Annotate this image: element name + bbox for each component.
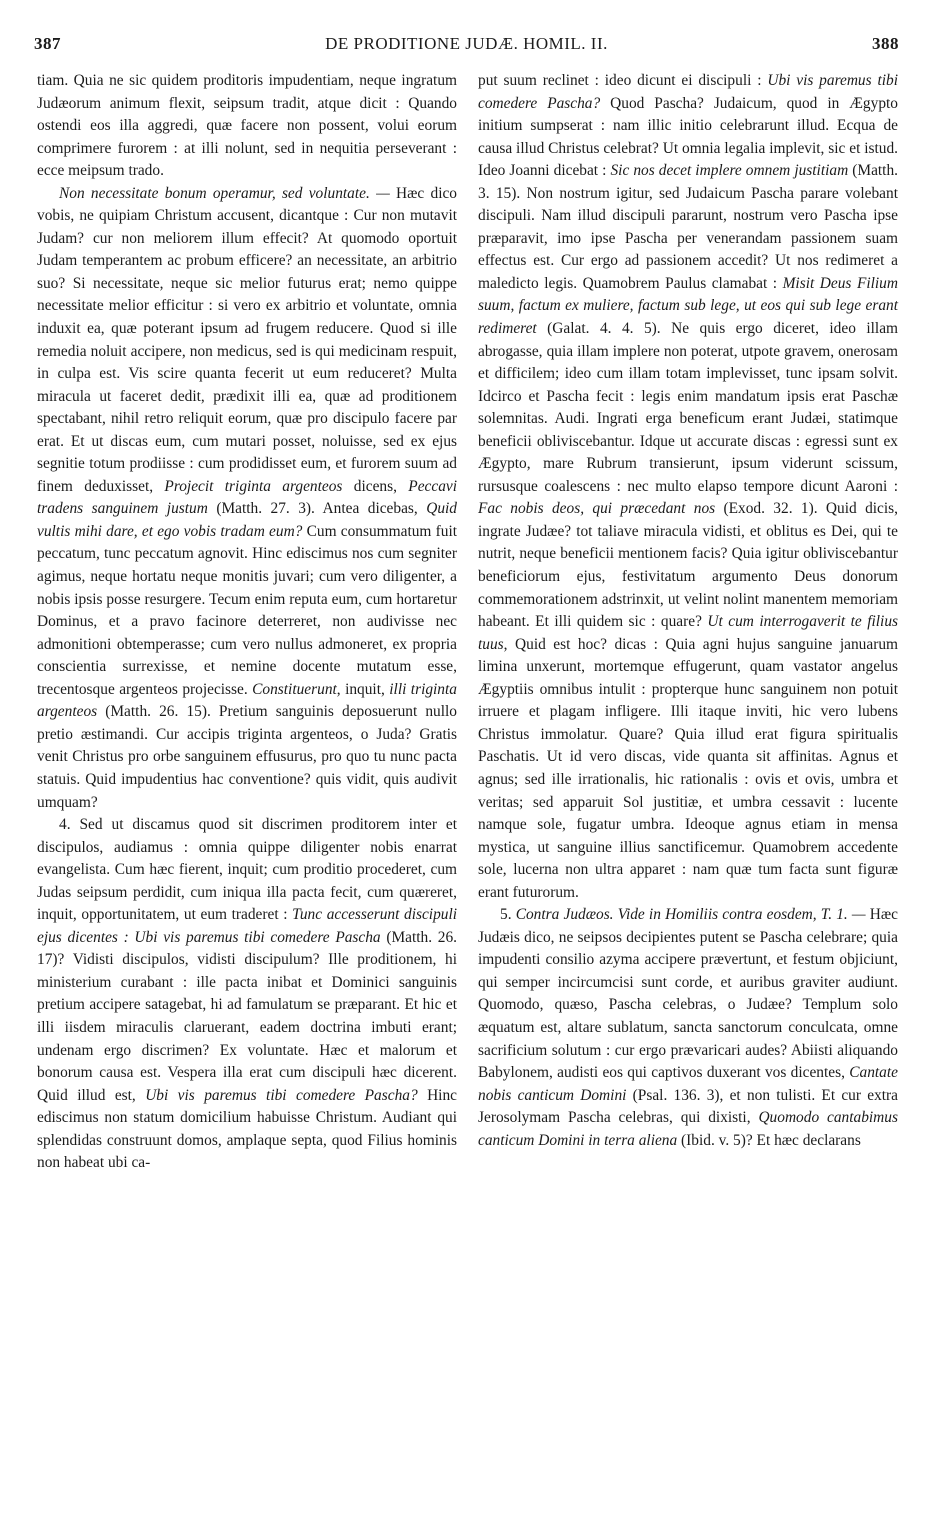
paragraph-2: Non necessitate bonum operamur, sed voluntate. — Hæc dico vobis, ne quipiam Christum accusent, dicantque : Cur non mutavit Judam? cur non meliorem illum effecit? At quomodo oportuit Judam temperantem ac probum efficere? an necessitate, an arbitrio suo? Si necessitate, neque sic melior futurus erat; nemo quippe necessitate melior efficitur : si vero ex arbitrio et voluntate, omnia induxit ea, quæ poterant ipsum ad frugem reducere. Quod si ille remedia noluit accipere, non medicus, sed is qui medicinam respuit, in culpa est. Vis scire quanta fecerit ut eum reduceret? Multa miracula ut faceret dedit, prædixit illi ea, quæ ad proditionem spectabant, nihil retro reliquit eorum, quæ pro discipulo facere par erat. Et ut discas eum, cum mutari posset, noluisse, sed ex ejus segnitie totum prodiisse : cum prodidisset eum, et furorem suum ad finem deduxisset, Projecit triginta argenteos dicens, Peccavi tradens sanguinem justum (Matth. 27. 3). Antea dicebas, Quid vultis mihi dare, et ego vobis tradam eum? Cum consummatum fuit peccatum, tunc peccatum agnovit. Hinc ediscimus nos cum segniter agimus, neque hortatu neque monitis juvari; cum vero diligenter, a nobis ipsis posse resurgere. Tecum enim reputa eum, cum hortaretur Dominus, et a pravo facinore deterreret, non audivisse nec admonitioni obtemperasse; cum vero nullus admoneret, ex propria conscientia surrexisse, et nemine docente mutatum esse, trecentosque argenteos projecisse. Constituerunt, inquit, illi triginta argenteos (Matth. 26. 15). Pretium sanguinis deposuerunt nullo pretio æstimandi. Cur accipis triginta argenteos, o Juda? Gratis venit Christus pro orbe sanguinem effusurus, pro quo tu nunc pacta statuis. Quid impudentius hac conventione? quis vidit, quis audivit umquam? — [37, 184, 458, 811]
paragraph-1: tiam. Quia ne sic quidem proditoris impudentiam, neque ingratum Judæorum animum flexit, seipsum tradit, atque dicit : Quando ostendi eos illa aggredi, quæ facere non possent, volui eorum comprimere furorem : at illi nolunt, sed in nequitia perseverant : ecce meipsum trado. — [37, 72, 457, 180]
paragraph-3: 4. Sed ut discamus quod sit discrimen proditorem inter et discipulos, audiamus : omnia quippe diligenter nobis enarrat evangelista. Cum hæc fierent, inquit; cum proditio procederet, cum Judas seipsum perdidit, cum iniqua illa pacta fecit, cum quæreret, inquit, opportunitatem, ut eum traderet : Tunc accesserunt discipuli ejus dicentes : Ubi vis paremus tibi comedere Pascha (Matth. 26. 17)? Vidisti discipulos, vidisti discipulum? Ille proditionem, hi ministerium curabant : ille pacta inibat et Dominici sanguinis pretium accipere satagebat, hi ad famulatum se præparant. Et hic et illi iisdem miraculis claruerant, eadem doctrina imbuti erant; undenam ergo discrimen? Ex voluntate. Hæc et malorum et bonorum causa est. Vespera illa erat cum discipuli hæc dicerent. Quid illud est, Ubi vis paremus tibi comedere Pascha? Hinc ediscimus non statum domicilium habuisse Christum. Audiant qui splendidas construunt domos, amplaque septa, quod Filius hominis non habeat ubi ca- — [37, 816, 458, 1172]
page-number-left: 387 — [34, 34, 61, 53]
section-heading: Contra Judæos. Vide in Homiliis contra eosdem, T. 1. — — [515, 906, 866, 924]
running-header — [34, 34, 899, 58]
running-title: DE PRODITIONE JUDÆ. HOMIL. II. — [325, 34, 608, 53]
paragraph-4: put suum reclinet : ideo dicunt ei discipuli : Ubi vis paremus tibi comedere Pascha? Quod Pascha? Judaicum, quod in Ægypto initium sumpserat : nam illic initio celebrarunt illud. Ecqua de causa illud Christus celebrat? Ut omnia legalia implevit, sic et istud. Ideo Joanni dicebat : Sic nos decet implere omnem justitiam (Matth. 3. 15). Non nostrum igitur, sed Judaicum Pascha parare volebant discipuli. Nam illud discipuli pararunt, nostrum vero Pascha ipse præparavit, imo ipse Pascha per venerandam passionem suam effectus est. Cur ergo ad passionem accedit? Ut nos redimeret a maledicto legis. Quamobrem Paulus clamabat : Misit Deus Filium suum, factum ex muliere, factum sub lege, ut eos qui sub lege erant redimeret (Galat. 4. 4. 5). Ne quis ergo diceret, ideo illam abrogasse, quia illam implere non poterat, utpote gravem, onerosam et difficilem; ideo cum illam totam implevisset, tunc ipsam solvit. Idcirco et Pascha fecit : legis enim mandatum ipsis erat Paschæ solemnitas. Audi. Ingrati erga beneficum erant Judæi, statimque beneficii obliviscebantur. Idque ut accurate discas : egressi sunt ex Ægypto, mare Rubrum transierunt, ipsum viderunt scissum, rursusque coalescens : nec multo elapso tempore dicunt Aaroni : Fac nobis deos, qui præcedant nos (Exod. 32. 1). Quid dicis, ingrate Judæe? tot taliave miracula vidisti, et oblitus es Dei, qui te nutrit, neque beneficii mentionem facis? Quia igitur obliviscebantur beneficiorum ejus, festivitatum argumento Deus donorum commemorationem adstrinxit, ut velint nolint manentem memoriam habeant. Et illi quidem sic : quare? Ut cum interrogaverit te filius tuus, Quid est hoc? dicas : Quia agni hujus sanguine januarum limina unxerunt, mortemque effugerunt, quam vastator angelus Ægyptiis omnibus intulit : propterque hunc sanguinem non potuit irruere et plagam infligere. Illi itaque inviti, hic vero lubens Christus immolatur. Quare? Quia illud erat figura spiritualis Paschatis. Ut id vero discas, vide quanta sit affinitas. Agnus et agnus; sed ille irrationalis, hic rationalis : ovis et ovis, umbra et veritas; sed apparuit Sol justitiæ, et umbra cessavit : lucente namque sole, fugatur umbra. Ideoque agnus etiam in mensa mystica, ut sanguine illius sanctificemur. Quamobrem accedente sole, lucerna non ultra apparet : nam quæ tum facta sunt figuræ erant futurorum. — [478, 72, 899, 901]
section-heading: Non necessitate bonum operamur, sed voluntate. — — [59, 184, 390, 202]
paragraph-5: 5. Contra Judæos. Vide in Homiliis contra eosdem, T. 1. — Hæc Judæis dico, ne seipsos decipientes putent se Pascha celebrare; quia impudenti consilio azyma accipere prævertunt, et festum objiciunt, qui semper incircumcisi sunt corde, et auribus graviter audiunt. Quomodo, quæso, Pascha celebras, o Judæe? Templum solo æquatum est, altare sublatum, sancta sanctorum conculcata, omne sacrificium solutum : cur ergo prævaricari audes? Abiisti aliquando Babylonem, audisti eos qui captivos duxerant vos dicentes, Cantate nobis canticum Domini (Psal. 136. 3), et non tulisti. Et cur extra Jerosolymam Pascha celebras, qui dixisti, Quomodo cantabimus canticum Domini in terra aliena (Ibid. v. 5)? Et hæc declarans — [478, 906, 899, 1149]
page-number-right: 388 — [872, 34, 899, 53]
left-column — [37, 70, 457, 1175]
right-column — [478, 70, 898, 1152]
